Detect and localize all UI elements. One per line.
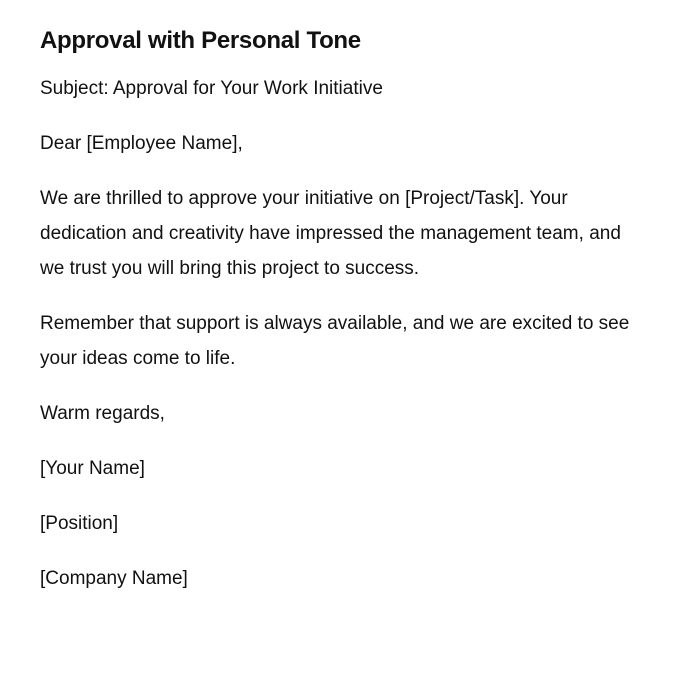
signature-position: [Position] bbox=[40, 513, 119, 534]
subject-line: Subject: Approval for Your Work Initiative bbox=[40, 78, 383, 99]
signature-name: [Your Name] bbox=[40, 458, 145, 479]
body-paragraph-2: Remember that support is always available, and we are excited to see your ideas come to life. bbox=[40, 313, 630, 369]
body-paragraph-1: We are thrilled to approve your initiative on [Project/Task]. Your dedication and creativity have impressed the management team, and we trust you will bring this project to success. bbox=[40, 188, 621, 279]
signature-company: [Company Name] bbox=[40, 568, 188, 589]
document-title: Approval with Personal Tone bbox=[40, 27, 361, 54]
salutation: Dear [Employee Name], bbox=[40, 133, 243, 154]
closing: Warm regards, bbox=[40, 403, 165, 424]
